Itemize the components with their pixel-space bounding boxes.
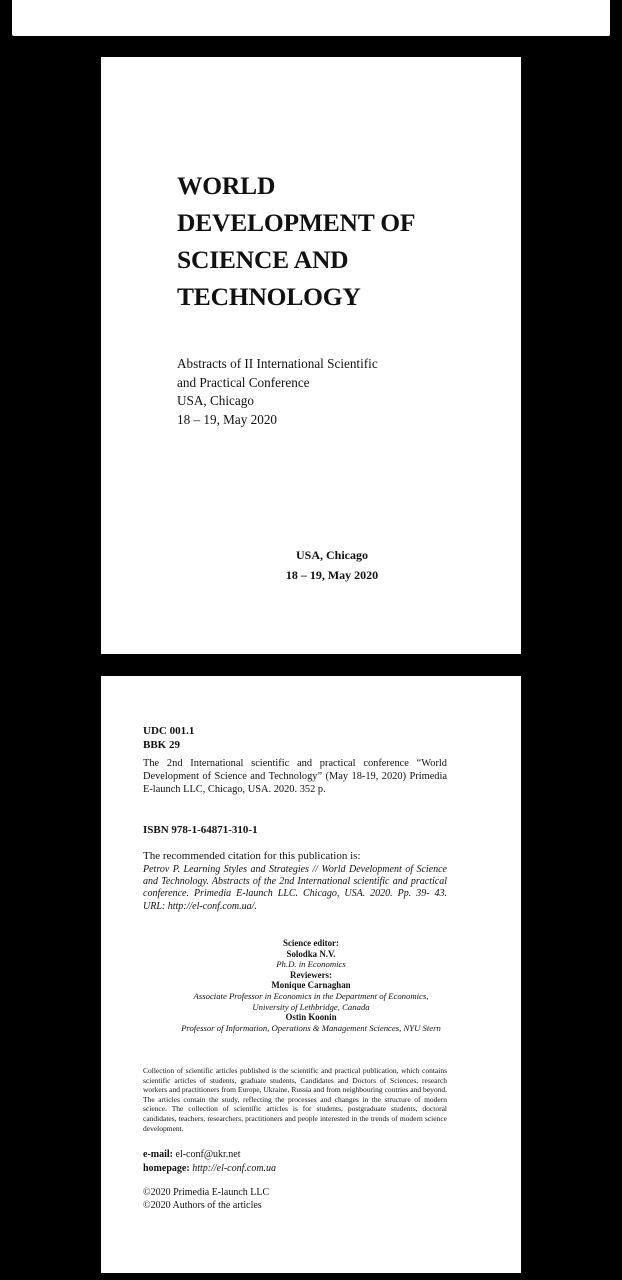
- citation-text: Petrov P. Learning Styles and Strategies // World Development of Science and Technology. Abstracts of the 2nd International scientific and practical conference. Primedia E-launch LLC. Chicago, USA. 2020. Pp. 39- 43. URL: http://el-conf.com.ua/.: [143, 864, 447, 912]
- reviewer-affiliation: University of Lethbridge, Canada: [252, 1001, 370, 1012]
- email-link[interactable]: el-conf@ukr.net: [175, 1149, 241, 1160]
- classification-codes: [143, 724, 447, 752]
- copyright-authors: ©2020 Authors of the articles: [143, 1200, 262, 1211]
- reviewers-label: Reviewers:: [290, 969, 332, 980]
- reviewer-name: Monique Carnaghan: [271, 980, 351, 991]
- contact-info: [143, 1148, 447, 1175]
- cover-subtitle-line: 18 – 19, May 2020: [177, 411, 278, 427]
- copyright: [143, 1186, 447, 1212]
- editors-block: [131, 938, 491, 1033]
- publication-description: The 2nd International scientific and practical conference “World Development of Science and Technology” (May 18-19, 2020) Primedia E-launch LLC, Chicago, USA. 2020. 352 p.: [143, 758, 447, 795]
- email-line: e-mail: el-conf@ukr.net: [143, 1149, 241, 1160]
- reviewer-name: Ostin Koonin: [285, 1012, 337, 1023]
- isbn: ISBN 978-1-64871-310-1: [143, 824, 258, 836]
- cover-title-line: WORLD: [177, 171, 276, 200]
- citation-heading: The recommended citation for this publication is:: [143, 850, 361, 862]
- cover-place: USA, Chicago: [295, 548, 368, 562]
- collection-description: Collection of scientific articles published is the scientific and practical publication, which contains scientific articles of students, graduate students, Candidates and Doctors of Sciences, research workers and practitioners from Europe, Ukraine, Russia and from neighbouring coutries and beyond. The articles contain the study, reflecting the processes and changes in the structure of modern science. The collection of scientific articles is for students, postgraduate students, doctoral candidates, teachers, researchers, practitioners and people interested in the trends of modern science development.: [143, 1066, 447, 1133]
- imprint-page: [101, 676, 521, 1273]
- homepage-label: homepage: [143, 1162, 187, 1174]
- science-editor-name: Solodka N.V.: [286, 948, 336, 959]
- reviewer-title: Associate Professor in Economics in the Department of Economics,: [193, 990, 429, 1001]
- top-bar: [12, 0, 610, 36]
- homepage-line: homepage: http://el-conf.com.ua: [143, 1162, 277, 1174]
- cover-title-line: DEVELOPMENT OF: [177, 208, 416, 237]
- copyright-publisher: ©2020 Primedia E-launch LLC: [143, 1187, 270, 1198]
- homepage-link[interactable]: http://el-conf.com.ua: [192, 1162, 277, 1174]
- cover-date: 18 – 19, May 2020: [285, 568, 379, 582]
- science-editor-degree: Ph.D. in Economics: [276, 959, 346, 970]
- udc-code: UDC 001.1: [143, 725, 195, 737]
- cover-subtitle-line: and Practical Conference: [177, 374, 310, 390]
- cover-subtitle: [177, 355, 477, 429]
- cover-title-line: TECHNOLOGY: [177, 282, 361, 311]
- reviewer-title: Professor of Information, Operations & Management Sciences, NYU Stern: [181, 1022, 441, 1033]
- email-label: e-mail: [143, 1149, 170, 1160]
- cover-title: [177, 167, 477, 315]
- science-editor-label: Science editor:: [283, 938, 339, 948]
- cover-subtitle-line: Abstracts of II International Scientific: [177, 356, 378, 371]
- cover-footer: [101, 545, 521, 585]
- cover-title-line: SCIENCE AND: [177, 245, 349, 274]
- bbk-code: BBK 29: [143, 739, 180, 751]
- cover-page: [101, 57, 521, 654]
- cover-subtitle-line: USA, Chicago: [177, 393, 254, 408]
